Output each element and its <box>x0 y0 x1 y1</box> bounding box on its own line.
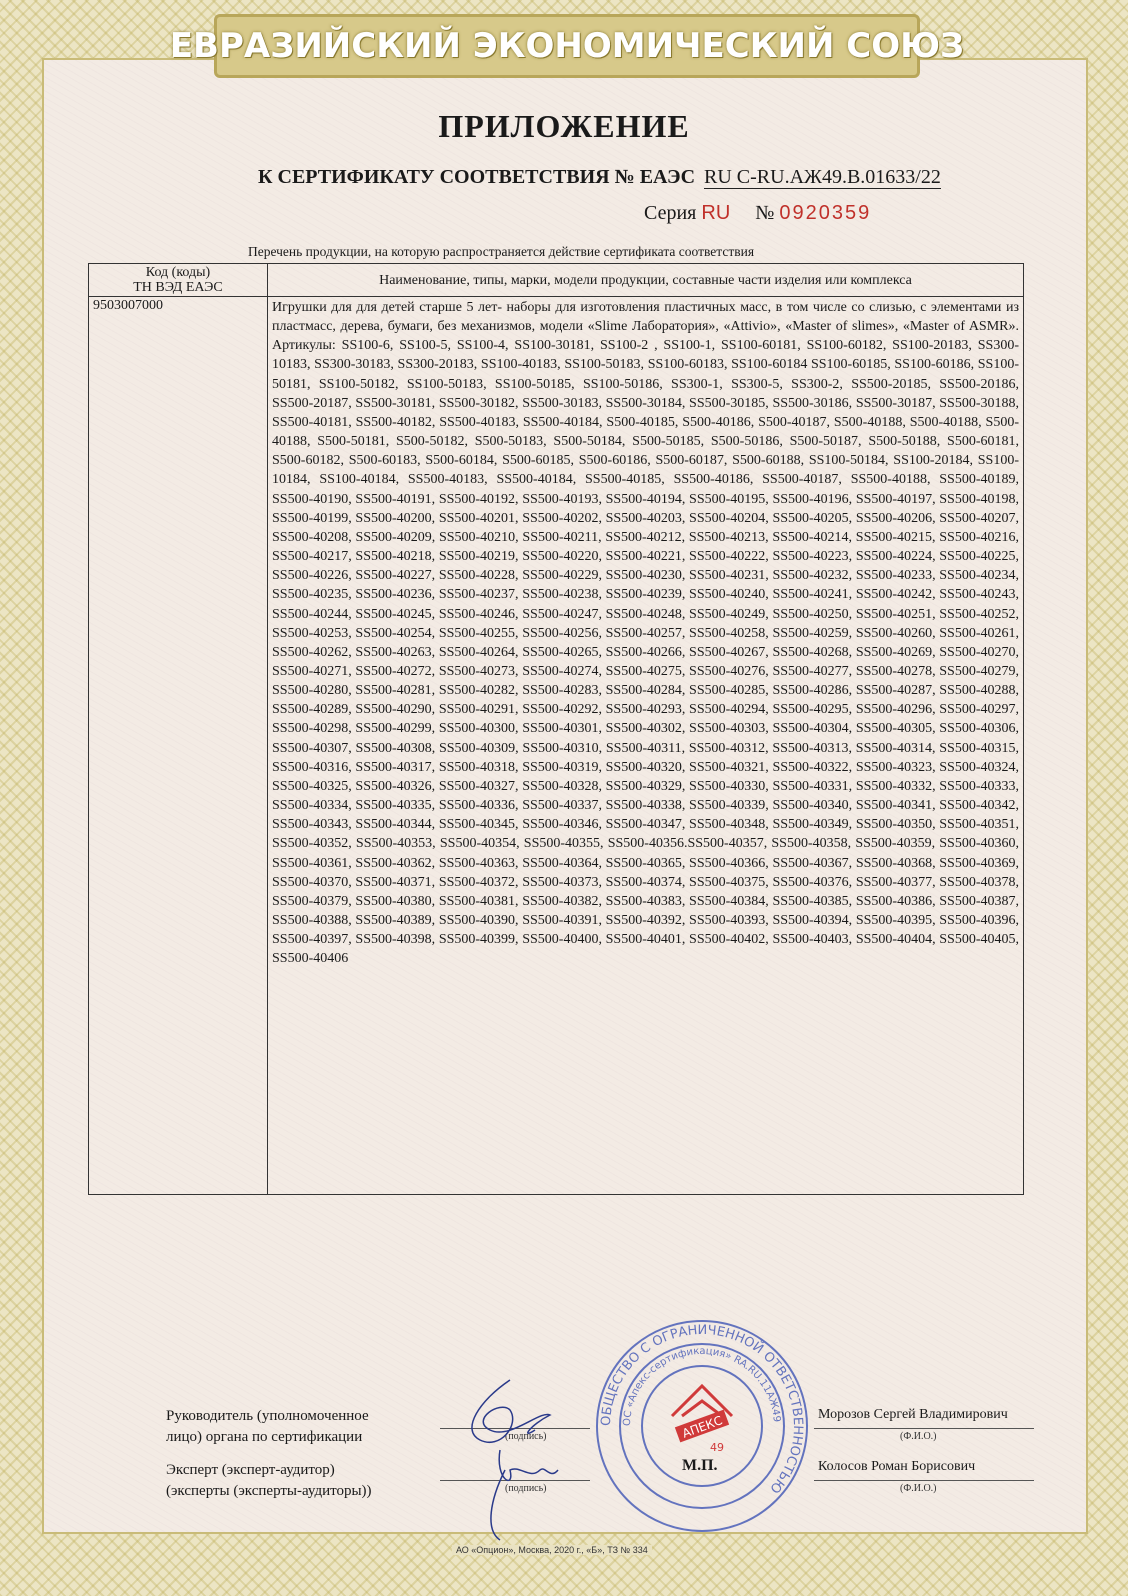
expert-label-line1: Эксперт (эксперт-аудитор) <box>166 1462 335 1478</box>
head-label <box>166 1406 369 1448</box>
header-banner <box>169 14 965 78</box>
expert-label <box>166 1460 372 1502</box>
svg-text:49: 49 <box>710 1441 724 1454</box>
code-header-line2: ТН ВЭД ЕАЭС <box>133 280 223 295</box>
expert-name-line <box>814 1480 1034 1481</box>
table-header-row <box>89 264 1024 297</box>
printer-imprint: АО «Опцион», Москва, 2020 г., «Б», ТЗ № 334 <box>452 1545 652 1555</box>
subtitle-text: К СЕРТИФИКАТУ СООТВЕТСТВИЯ № ЕАЭС <box>258 166 696 188</box>
page-title: ПРИЛОЖЕНИЕ <box>438 108 690 144</box>
code-header <box>89 264 268 297</box>
handwritten-signatures <box>440 1370 580 1550</box>
head-name-hint: (Ф.И.О.) <box>900 1431 937 1442</box>
expert-name: Колосов Роман Борисович <box>818 1459 976 1474</box>
hs-code: 9503007000 <box>89 297 268 1195</box>
blank-number: 0920359 <box>779 202 872 224</box>
series-label: Серия <box>644 202 697 224</box>
head-name: Морозов Сергей Владимирович <box>818 1407 1008 1422</box>
name-header: Наименование, типы, марки, модели продукции, составные части изделия или комплекса <box>268 264 1024 297</box>
svg-text:ОС «Апекс-сертификация» RA.RU.: ОС «Апекс-сертификация» RA.RU.11АЖ49 <box>621 1345 782 1427</box>
table-caption: Перечень продукции, на которую распространяется действие сертификата соответствия <box>248 244 755 259</box>
banner-text: ЕВРАЗИЙСКИЙ ЭКОНОМИЧЕСКИЙ СОЮЗ <box>169 26 965 66</box>
head-signature-hint: (подпись) <box>505 1431 547 1442</box>
svg-text:АПЕКС: АПЕКС <box>680 1413 725 1441</box>
products-table <box>88 263 1024 1195</box>
certificate-number: RU C-RU.АЖ49.В.01633/22 <box>704 166 941 188</box>
head-name-line <box>814 1428 1034 1429</box>
code-header-line1: Код (коды) <box>145 265 211 280</box>
table-row <box>89 297 1024 1195</box>
seal-place-label: М.П. <box>682 1457 718 1474</box>
product-description: Игрушки для для детей старше 5 лет- наборы для изготовления пластичных масс, в том числе со слизью, с элементами из пластмасс, дерева, бумаги, без механизмов, модели «Slime Лаборатория», «Attivio», «Master of slimes», «Master of ASMR». Артикулы: SS100-6, SS100-5, SS100-4, SS100-30181, SS100-2 , SS100-1, SS100-60181, SS100-60182, SS100-20183, SS300-10183, SS300-30183, SS300-20183, SS100-40183, SS100-50183, SS100-60183, SS100-60184 SS100-60185, SS100-60186, SS100-50181, SS100-50182, SS100-50183, SS100-50185, SS100-50186, SS300-1, SS300-5, SS300-2, SS500-20185, SS500-20186, SS500-20187, SS500-30181, SS500-30182, SS500-30183, SS500-30184, SS500-30185, SS500-30186, SS500-30187, SS500-30188, SS500-40181, SS500-40182, SS500-40183, SS500-40184, S500-40185, S500-40186, S500-40187, S500-40188, S500-40188, S500-40188, S500-50181, S500-50182, S500-50183, S500-50184, S500-50185, S500-50186, S500-50187, S500-50188, S500-60181, S500-60182, S500-60183, S500-60184, S500-60185, S500-60186, S500-60187, S500-60188, SS100-50184, SS100-20184, SS100-10184, SS100-40184, SS500-40183, SS500-40184, SS500-40185, SS500-40186, SS500-40187, SS500-40188, SS500-40189, SS500-40190, SS500-40191, SS500-40192, SS500-40193, SS500-40194, SS500-40195, SS500-40196, SS500-40197, SS500-40198, SS500-40199, SS500-40200, SS500-40201, SS500-40202, SS500-40203, SS500-40204, SS500-40205, SS500-40206, SS500-40207, SS500-40208, SS500-40209, SS500-40210, SS500-40211, SS500-40212, SS500-40213, SS500-40214, SS500-40215, SS500-40216, SS500-40217, SS500-40218, SS500-40219, SS500-40220, SS500-40221, SS500-40222, SS500-40223, SS500-40224, SS500-40225, SS500-40226, SS500-40227, SS500-40228, SS500-40229, SS500-40230, SS500-40231, SS500-40232, SS500-40233, SS500-40234, SS500-40235, SS500-40236, SS500-40237, SS500-40238, SS500-40239, SS500-40240, SS500-40241, SS500-40242, SS500-40243, SS500-40244, SS500-40245, SS500-40246, SS500-40247, SS500-40248, SS500-40249, SS500-40250, SS500-40251, SS500-40252, SS500-40253, SS500-40254, SS500-40255, SS500-40256, SS500-40257, SS500-40258, SS500-40259, SS500-40260, SS500-40261, SS500-40262, SS500-40263, SS500-40264, SS500-40265, SS500-40266, SS500-40267, SS500-40268, SS500-40269, SS500-40270, SS500-40271, SS500-40272, SS500-40273, SS500-40274, SS500-40275, SS500-40276, SS500-40277, SS500-40278, SS500-40279, SS500-40280, SS500-40281, SS500-40282, SS500-40283, SS500-40284, SS500-40285, SS500-40286, SS500-40287, SS500-40288, SS500-40289, SS500-40290, SS500-40291, SS500-40292, SS500-40293, SS500-40294, SS500-40295, SS500-40296, SS500-40297, SS500-40298, SS500-40299, SS500-40300, SS500-40301, SS500-40302, SS500-40303, SS500-40304, SS500-40305, SS500-40306, SS500-40307, SS500-40308, SS500-40309, SS500-40310, SS500-40311, SS500-40312, SS500-40313, SS500-40314, SS500-40315, SS500-40316, SS500-40317, SS500-40318, SS500-40319, SS500-40320, SS500-40321, SS500-40322, SS500-40323, SS500-40324, SS500-40325, SS500-40326, SS500-40327, SS500-40328, SS500-40329, SS500-40330, SS500-40331, SS500-40332, SS500-40333, SS500-40334, SS500-40335, SS500-40336, SS500-40337, SS500-40338, SS500-40339, SS500-40340, SS500-40341, SS500-40342, SS500-40343, SS500-40344, SS500-40345, SS500-40346, SS500-40347, SS500-40348, SS500-40349, SS500-40350, SS500-40351, SS500-40352, SS500-40353, SS500-40354, SS500-40355, SS500-40356.SS500-40357, SS500-40358, SS500-40359, SS500-40360, SS500-40361, SS500-40362, SS500-40363, SS500-40364, SS500-40365, SS500-40366, SS500-40367, SS500-40368, SS500-40369, SS500-40370, SS500-40371, SS500-40372, SS500-40373, SS500-40374, SS500-40375, SS500-40376, SS500-40377, SS500-40378, SS500-40379, SS500-40380, SS500-40381, SS500-40382, SS500-40383, SS500-40384, SS500-40385, SS500-40386, SS500-40387, SS500-40388, SS500-40389, SS500-40390, SS500-40391, SS500-40392, SS500-40393, SS500-40394, SS500-40395, SS500-40396, SS500-40397, SS500-40398, SS500-40399, SS500-40400, SS500-40401, SS500-40402, SS500-40403, SS500-40404, SS500-40405, SS500-40406 <box>268 297 1024 1195</box>
head-label-line2: лицо) органа по сертификации <box>166 1429 363 1445</box>
expert-label-line2: (эксперты (эксперты-аудиторы)) <box>166 1483 372 1499</box>
series-value: RU <box>701 202 731 224</box>
series-line <box>644 202 871 225</box>
number-label: № <box>755 202 775 224</box>
svg-text:ОБЩЕСТВО С ОГРАНИЧЕННОЙ ОТВЕТС: ОБЩЕСТВО С ОГРАНИЧЕННОЙ ОТВЕТСТВЕННОСТЬЮ <box>598 1322 806 1496</box>
official-stamp <box>592 1316 812 1536</box>
head-label-line1: Руководитель (уполномоченное <box>166 1408 369 1424</box>
expert-signature-hint: (подпись) <box>505 1483 547 1494</box>
expert-name-hint: (Ф.И.О.) <box>900 1483 937 1494</box>
certificate-subtitle <box>258 166 941 189</box>
